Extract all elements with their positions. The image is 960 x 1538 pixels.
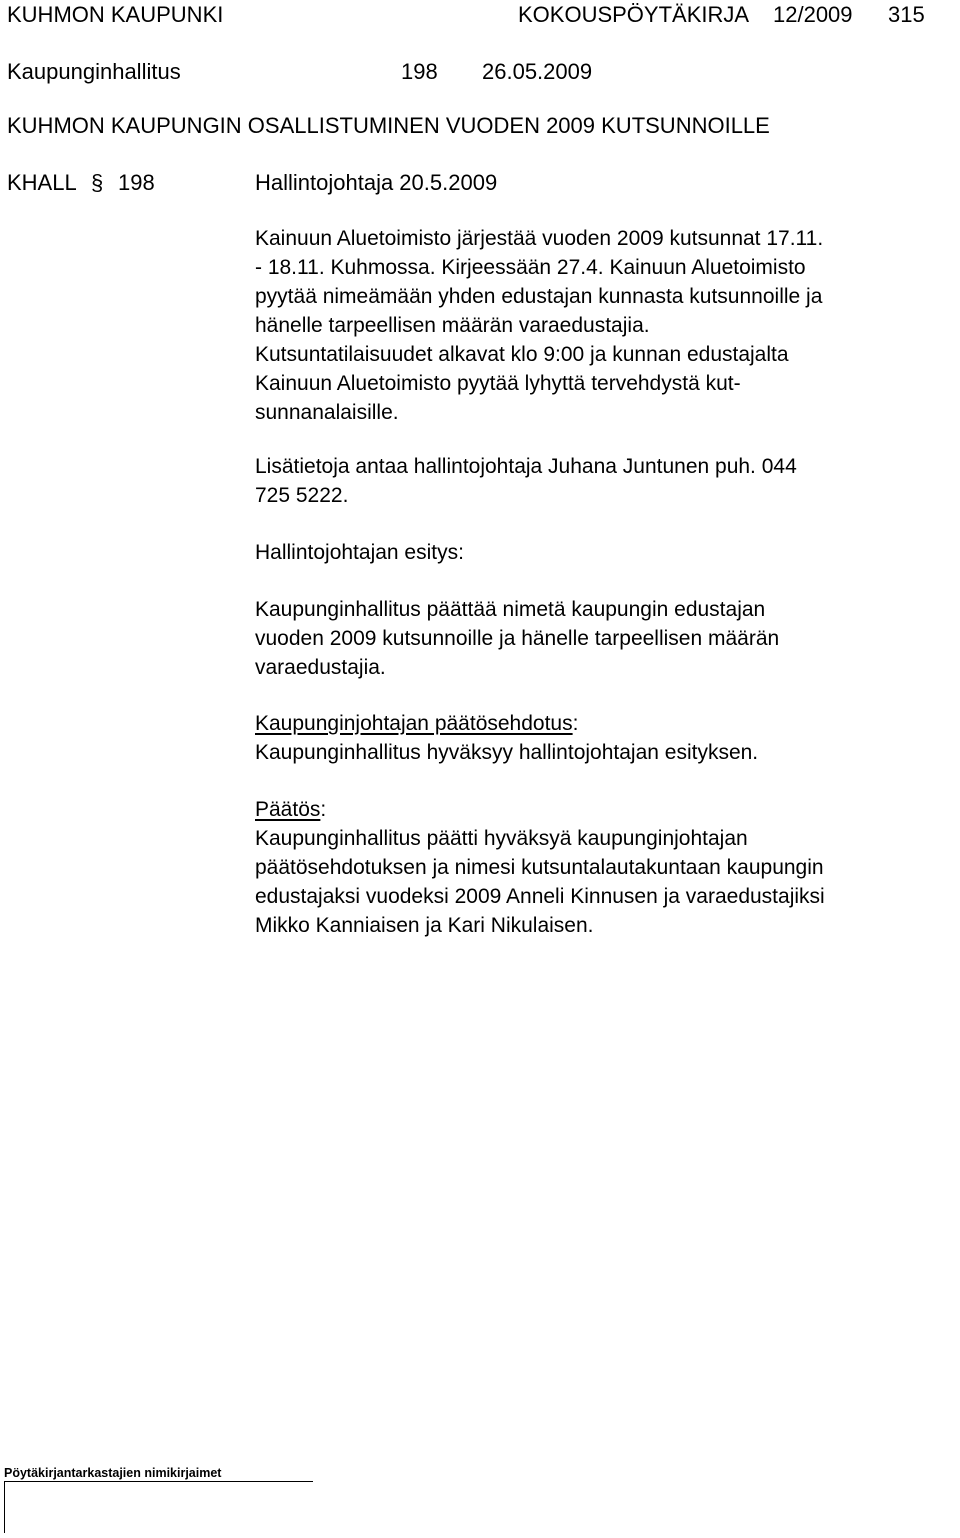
text-line: pyytää nimeämään yhden edustajan kunnasta kutsunnoille ja <box>255 285 823 308</box>
mayor-proposal-text: Kaupunginhallitus hyväksyy hallintojohtajan esityksen. <box>255 741 759 764</box>
preparer: Hallintojohtaja 20.5.2009 <box>255 170 498 195</box>
paragraph-contact <box>255 452 945 510</box>
proposal-label: Hallintojohtajan esitys: <box>255 541 464 564</box>
text-line: - 18.11. Kuhmossa. Kirjeessään 27.4. Kainuun Aluetoimisto <box>255 256 806 279</box>
text-line: päätösehdotuksen ja nimesi kutsuntalautakuntaan kaupungin <box>255 856 824 879</box>
meeting-section: 198 <box>401 59 438 84</box>
decision <box>255 795 945 940</box>
page-number: 315 <box>888 2 925 27</box>
item-code: KHALL <box>7 170 77 195</box>
decision-label: Päätös <box>255 798 321 821</box>
item-title: KUHMON KAUPUNGIN OSALLISTUMINEN VUODEN 2009 KUTSUNNOILLE <box>7 113 770 138</box>
text-line: hänelle tarpeellisen määrän varaedustajia. <box>255 314 650 337</box>
meeting-body: Kaupunginhallitus <box>7 59 181 84</box>
decision-heading: Päätös: <box>255 798 327 821</box>
text-line: edustajaksi vuodeksi 2009 Anneli Kinnusen ja varaedustajiksi <box>255 885 825 908</box>
mayor-proposal-label: Kaupunginjohtajan päätösehdotus <box>255 712 573 735</box>
proposal-text <box>255 595 945 682</box>
text-line: Kutsuntatilaisuudet alkavat klo 9:00 ja kunnan edustajalta <box>255 343 789 366</box>
text-line: vuoden 2009 kutsunnoille ja hänelle tarpeellisen määrän <box>255 627 780 650</box>
text-line: Kaupunginhallitus päätti hyväksyä kaupunginjohtajan <box>255 827 748 850</box>
organization-name: KUHMON KAUPUNKI <box>7 2 224 27</box>
document-type: KOKOUSPÖYTÄKIRJA <box>518 2 750 27</box>
text-line: 725 5222. <box>255 484 349 507</box>
item-number: 198 <box>118 170 155 195</box>
mayor-proposal <box>255 709 945 767</box>
paragraph-background <box>255 224 945 427</box>
text-line: sunnanalaisille. <box>255 401 399 424</box>
text-line: varaedustajia. <box>255 656 386 679</box>
signature-box-left-border <box>4 1481 5 1533</box>
text-line: Kainuun Aluetoimisto järjestää vuoden 2009 kutsunnat 17.11. <box>255 227 824 250</box>
document-number: 12/2009 <box>773 2 853 27</box>
text-line: Kaupunginhallitus päättää nimetä kaupungin edustajan <box>255 598 766 621</box>
text-line: Kainuun Aluetoimisto pyytää lyhyttä tervehdystä kut- <box>255 372 741 395</box>
mayor-proposal-heading: Kaupunginjohtajan päätösehdotus: <box>255 712 579 735</box>
text-line: Mikko Kanniaisen ja Kari Nikulaisen. <box>255 914 594 937</box>
signature-box-top-border <box>4 1481 313 1482</box>
text-line: Lisätietoja antaa hallintojohtaja Juhana Juntunen puh. 044 <box>255 455 797 478</box>
signature-label: Pöytäkirjantarkastajien nimikirjaimet <box>4 1466 222 1480</box>
section-sign-icon: § <box>91 170 104 195</box>
meeting-date: 26.05.2009 <box>482 59 593 84</box>
